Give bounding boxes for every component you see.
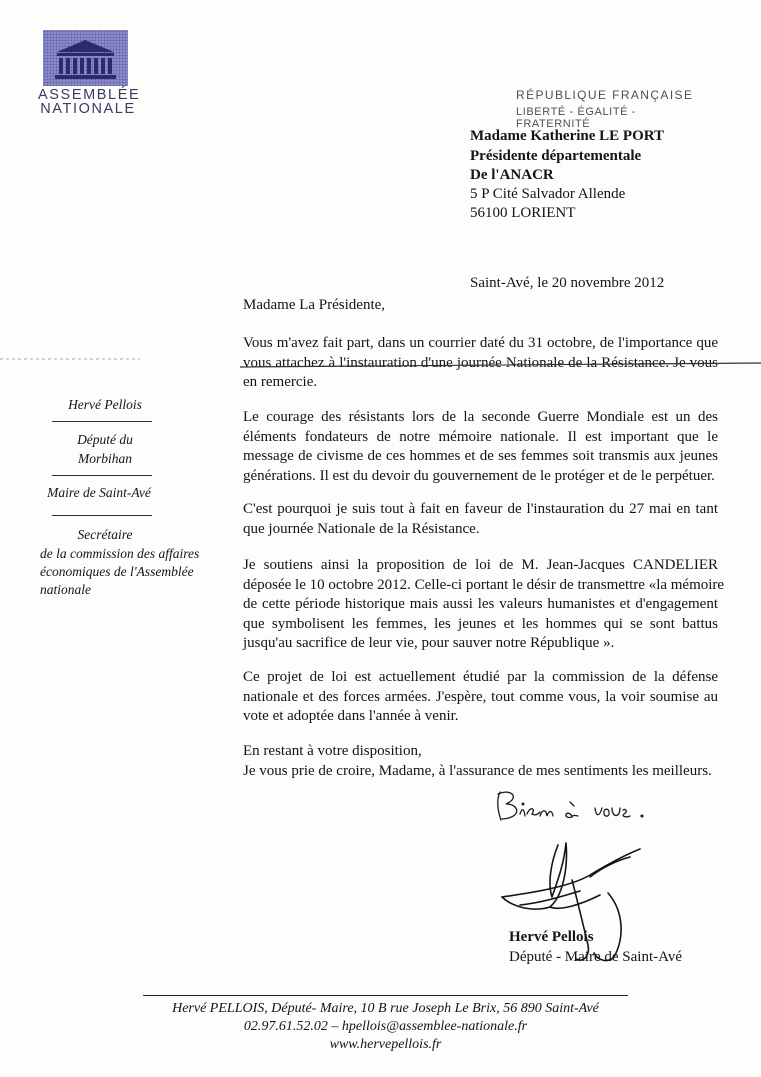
footer-website: www.hervepellois.fr [329, 1037, 442, 1052]
paragraph-5 [243, 668, 718, 727]
paragraph-3 [243, 500, 718, 539]
handwritten-closing [492, 786, 672, 826]
footer-address: Hervé PELLOIS, Député- Maire, 10 B rue Joseph Le Brix, 56 890 Saint-Avé [172, 1001, 599, 1016]
paragraph-line: déposée le 10 octobre 2012. Celle-ci portant le désir de transmettre «la mémoire [243, 576, 725, 593]
closing-line-1: En restant à votre disposition, [243, 743, 422, 759]
republic-motto: LIBERTÉ - ÉGALITÉ - FRATERNITÉ [516, 106, 637, 130]
sidebar-secretary-line: économiques de l'Assemblée [40, 564, 194, 579]
sidebar-deputy-line2: Morbihan [78, 451, 132, 466]
paragraph-line: vous attachez à l'instauration d'une journée Nationale de la Résistance. Je vous [243, 354, 718, 371]
paragraph-line: en remercie. [243, 374, 318, 390]
letter-date: Saint-Avé, le 20 novembre 2012 [470, 275, 665, 291]
logo-text-line1: ASSEMBLÉE [38, 87, 141, 103]
sidebar-deputy-line1: Député du [77, 432, 133, 447]
recipient-name: Madame Katherine LE PORT [470, 128, 665, 144]
sidebar-secretary-line: nationale [40, 582, 91, 597]
sidebar-secretary-line: de la commission des affaires [40, 546, 200, 561]
republic-heading: RÉPUBLIQUE FRANÇAISE [516, 88, 694, 102]
sidebar-mayor: Maire de Saint-Avé [47, 485, 151, 500]
paragraph-line: nationale et des forces armées. J'espère, tout comme vous, la voir soumise au [243, 688, 718, 705]
closing-line-2: Je vous prie de croire, Madame, à l'assurance de mes sentiments les meilleurs. [243, 763, 712, 779]
sidebar-name: Hervé Pellois [68, 397, 142, 412]
sidebar-divider [52, 421, 152, 422]
paragraph-line: jusqu'au sacrifice de leur vie, pour sauver notre République ». [243, 635, 615, 651]
footer-divider [143, 995, 628, 996]
paragraph-line: Je soutiens ainsi la proposition de loi de M. Jean-Jacques CANDELIER [243, 557, 718, 573]
sidebar-divider [52, 475, 152, 476]
recipient-street: 5 P Cité Salvador Allende [470, 186, 626, 202]
fold-line [0, 356, 761, 374]
paragraph-line: éléments fondateurs de notre mémoire nationale. Il est important que le [243, 428, 718, 445]
sidebar-secretary-title: Secrétaire [77, 527, 133, 542]
recipient-city: 56100 LORIENT [470, 205, 576, 221]
paragraph-4 [243, 556, 725, 654]
assemblee-nationale-logo [43, 30, 128, 86]
sidebar-divider [52, 515, 152, 516]
signer-name: Hervé Pellois [509, 929, 594, 945]
paragraph-line: que symbolisent les femmes, les jeunes et les hommes qui se sont battus [243, 615, 718, 632]
paragraph-line: Ce projet de loi est actuellement étudié par la commission de la défense [243, 669, 718, 685]
paragraph-line: vote et adoptée dans l'année à venir. [243, 708, 459, 724]
salutation: Madame La Présidente, [243, 297, 386, 313]
paragraph-line: Le courage des résistants lors de la seconde Guerre Mondiale est un des [243, 409, 718, 425]
signer-title: Député - Maire de Saint-Avé [509, 949, 682, 965]
recipient-role: Présidente départementale [470, 148, 642, 164]
paragraph-line: message de civisme de ces hommes et de ses femmes soit transmis aux jeunes [243, 448, 718, 464]
paragraph-2 [243, 408, 718, 486]
paragraph-line: de cette période historique mais aussi les valeurs humanistes et d'engagement [243, 596, 718, 612]
paragraph-line: que journée Nationale de la Résistance. [243, 520, 480, 537]
footer-contact: 02.97.61.52.02 – hpellois@assemblee-nationale.fr [243, 1019, 528, 1034]
logo-text-line2: NATIONALE [40, 101, 136, 117]
paragraph-line: Vous m'avez fait part, dans un courrier daté du 31 octobre, de l'importance que [243, 335, 718, 351]
recipient-org: De l'ANACR [470, 167, 554, 183]
paragraph-line: C'est pourquoi je suis tout à fait en faveur de l'instauration du 27 mai en tant [243, 501, 718, 517]
paragraph-line: générations. Il est du devoir du gouvernement de le protéger et de le perpétuer. [243, 467, 715, 484]
